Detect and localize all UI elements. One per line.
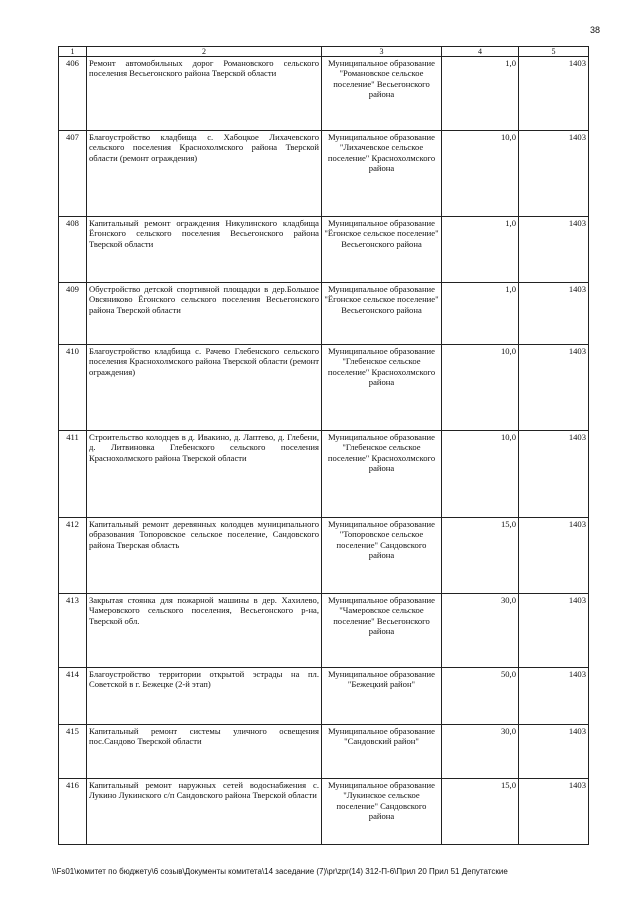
row-number: 412 — [59, 518, 87, 594]
amount: 10,0 — [442, 345, 519, 431]
municipality: Муниципальное образование "Сандовский район" — [322, 725, 442, 779]
table-row — [59, 668, 589, 725]
column-header: 3 — [322, 47, 442, 57]
table-row — [59, 431, 589, 518]
project-name: Капитальный ремонт деревянных колодцев муниципального образования Топоровское сельское поселение, Сандовского района Тверская область — [87, 518, 322, 594]
table-row — [59, 57, 589, 131]
row-number: 415 — [59, 725, 87, 779]
table-header-row — [59, 47, 589, 57]
column-header: 1 — [59, 47, 87, 57]
project-name: Капитальный ремонт ограждения Никулинского кладбища Ёгонского сельского поселения Весьегонского района Тверской области — [87, 217, 322, 283]
budget-code: 1403 — [519, 431, 589, 518]
project-name: Обустройство детской спортивной площадки в дер.Большое Овсяниково Ёгонского сельского поселения Весьегонского района Тверской области — [87, 283, 322, 345]
municipality: Муниципальное образование "Ёгонское сельское поселение" Весьегонского района — [322, 217, 442, 283]
project-name: Благоустройство кладбища с. Рачево Глебенского сельского поселения Краснохолмского района Тверской области (ремонт ограждения) — [87, 345, 322, 431]
budget-code: 1403 — [519, 518, 589, 594]
table-row — [59, 131, 589, 217]
project-name: Строительство колодцев в д. Ивакино, д. Лаптево, д. Глебени, д. Литвиновка Глебенского сельского поселения Краснохолмского района Тверской области — [87, 431, 322, 518]
municipality: Муниципальное образование "Лукинское сельское поселение" Сандовского района — [322, 779, 442, 845]
amount: 15,0 — [442, 779, 519, 845]
table-row — [59, 345, 589, 431]
municipality: Муниципальное образование "Бежецкий район" — [322, 668, 442, 725]
budget-code: 1403 — [519, 217, 589, 283]
budget-code: 1403 — [519, 594, 589, 668]
row-number: 414 — [59, 668, 87, 725]
table-row — [59, 217, 589, 283]
municipality: Муниципальное образование "Глебенское сельское поселение" Краснохолмского района — [322, 431, 442, 518]
municipality: Муниципальное образование "Ёгонское сельское поселение" Весьегонского района — [322, 283, 442, 345]
column-header: 2 — [87, 47, 322, 57]
amount: 30,0 — [442, 594, 519, 668]
amount: 10,0 — [442, 431, 519, 518]
budget-code: 1403 — [519, 283, 589, 345]
municipality: Муниципальное образование "Глебенское сельское поселение" Краснохолмского района — [322, 345, 442, 431]
budget-code: 1403 — [519, 131, 589, 217]
row-number: 411 — [59, 431, 87, 518]
table-row — [59, 594, 589, 668]
column-header: 4 — [442, 47, 519, 57]
municipality: Муниципальное образование "Топоровское сельское поселение" Сандовского района — [322, 518, 442, 594]
project-name: Благоустройство территории открытой эстрады на пл. Советской в г. Бежецке (2-й этап) — [87, 668, 322, 725]
budget-code: 1403 — [519, 668, 589, 725]
amount: 10,0 — [442, 131, 519, 217]
row-number: 409 — [59, 283, 87, 345]
table-row — [59, 725, 589, 779]
amount: 30,0 — [442, 725, 519, 779]
table-row — [59, 518, 589, 594]
municipality: Муниципальное образование "Романовское сельское поселение" Весьегонского района — [322, 57, 442, 131]
appropriations-table — [58, 46, 589, 845]
amount: 1,0 — [442, 283, 519, 345]
row-number: 413 — [59, 594, 87, 668]
budget-code: 1403 — [519, 57, 589, 131]
row-number: 407 — [59, 131, 87, 217]
project-name: Закрытая стоянка для пожарной машины в дер. Хахилево, Чамеровского сельского поселения, Весьегонского р-на, Тверской обл. — [87, 594, 322, 668]
budget-code: 1403 — [519, 779, 589, 845]
row-number: 410 — [59, 345, 87, 431]
project-name: Капитальный ремонт системы уличного освещения пос.Сандово Тверской области — [87, 725, 322, 779]
project-name: Капитальный ремонт наружных сетей водоснабжения с. Лукино Лукинского с/п Сандовского района Тверской области — [87, 779, 322, 845]
amount: 50,0 — [442, 668, 519, 725]
row-number: 416 — [59, 779, 87, 845]
row-number: 406 — [59, 57, 87, 131]
page-number: 38 — [590, 25, 601, 35]
row-number: 408 — [59, 217, 87, 283]
budget-code: 1403 — [519, 345, 589, 431]
table-row — [59, 283, 589, 345]
table-row — [59, 779, 589, 845]
footer-file-path: \\Fs01\комитет по бюджету\6 созыв\Документы комитета\14 заседание (7)\pr\zpr(14) 312-П-6\Прил 20 Прил 51 Депутатские — [52, 867, 508, 876]
municipality: Муниципальное образование "Чамеровское сельское поселение" Весьегонского района — [322, 594, 442, 668]
project-name: Благоустройство кладбища с. Хабоцкое Лихачевского сельского поселения Краснохолмского района Тверской области (ремонт ограждения) — [87, 131, 322, 217]
amount: 1,0 — [442, 217, 519, 283]
municipality: Муниципальное образование "Лихачевское сельское поселение" Краснохолмского района — [322, 131, 442, 217]
amount: 15,0 — [442, 518, 519, 594]
amount: 1,0 — [442, 57, 519, 131]
project-name: Ремонт автомобильных дорог Романовского сельского поселения Весьегонского района Тверской области — [87, 57, 322, 131]
budget-code: 1403 — [519, 725, 589, 779]
column-header: 5 — [519, 47, 589, 57]
